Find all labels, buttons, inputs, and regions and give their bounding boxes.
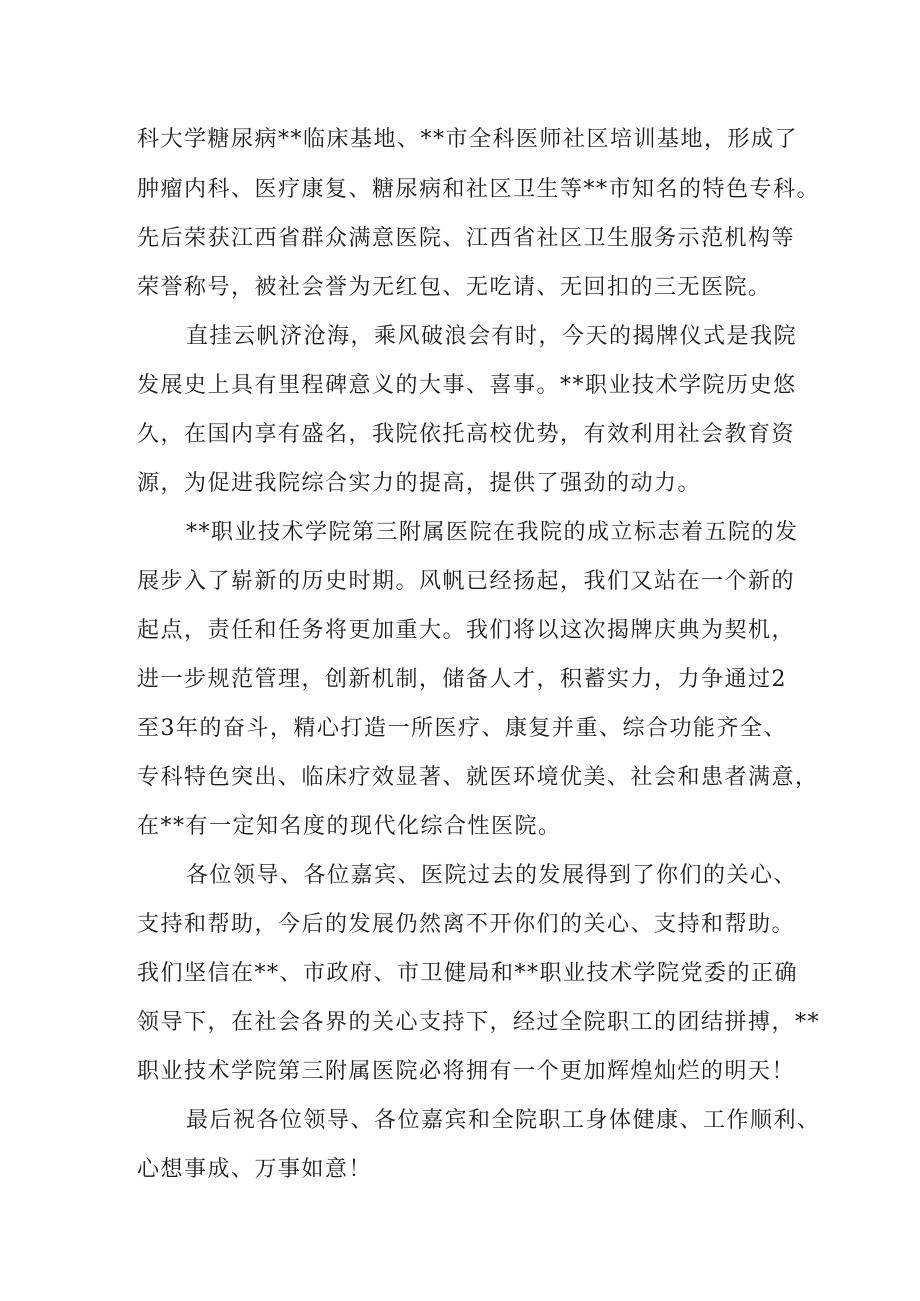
text-line: 直挂云帆济沧海，乘风破浪会有时，今天的揭牌仪式是我院 [186,324,798,349]
text-line: **职业技术学院第三附属医院在我院的成立标志着五院的发 [186,520,799,545]
text-line: 久，在国内享有盛名，我院依托高校优势，有效利用社会教育资 [137,422,796,447]
text-line: 荣誉称号，被社会誉为无红包、无吃请、无回扣的三无医院。 [137,275,772,300]
text-line: 支持和帮助，今后的发展仍然离不开你们的关心、支持和帮助。 [137,912,796,937]
text-line: 科大学糖尿病**临床基地、**市全科医师社区培训基地，形成了 [137,127,799,152]
text-line: 职业技术学院第三附属医院必将拥有一个更加辉煌灿烂的明天！ [137,1059,796,1084]
text-line: 我们坚信在**、市政府、市卫健局和**职业技术学院党委的正确 [137,961,799,986]
text-line: 专科特色突出、临床疗效显著、就医环境优美、社会和患者满意， [137,765,819,790]
text-line: 进一步规范管理，创新机制，储备人才，积蓄实力，力争通过2 [137,667,787,692]
text-line: 领导下，在社会各界的关心支持下，经过全院职工的团结拼搏，** [137,1010,821,1035]
text-line: 最后祝各位领导、各位嘉宾和全院职工身体健康、工作顺利、 [186,1108,821,1133]
text-line: 心想事成、万事如意！ [137,1157,373,1182]
text-line: 先后荣获江西省群众满意医院、江西省社区卫生服务示范机构等 [137,226,796,251]
text-line: 肿瘤内科、医疗康复、糖尿病和社区卫生等**市知名的特色专科。 [137,177,821,202]
text-line: 源，为促进我院综合实力的提高，提供了强劲的动力。 [137,471,702,496]
text-line: 发展史上具有里程碑意义的大事、喜事。**职业技术学院历史悠 [137,373,797,398]
text-line: 各位领导、各位嘉宾、医院过去的发展得到了你们的关心、 [186,863,798,888]
text-line: 在**有一定知名度的现代化综合性医院。 [137,814,562,839]
text-line: 至3年的奋斗，精心打造一所医疗、康复并重、综合功能齐全、 [137,716,787,741]
text-line: 展步入了崭新的历史时期。风帆已经扬起，我们又站在一个新的 [137,569,796,594]
text-line: 起点，责任和任务将更加重大。我们将以这次揭牌庆典为契机， [137,618,796,643]
